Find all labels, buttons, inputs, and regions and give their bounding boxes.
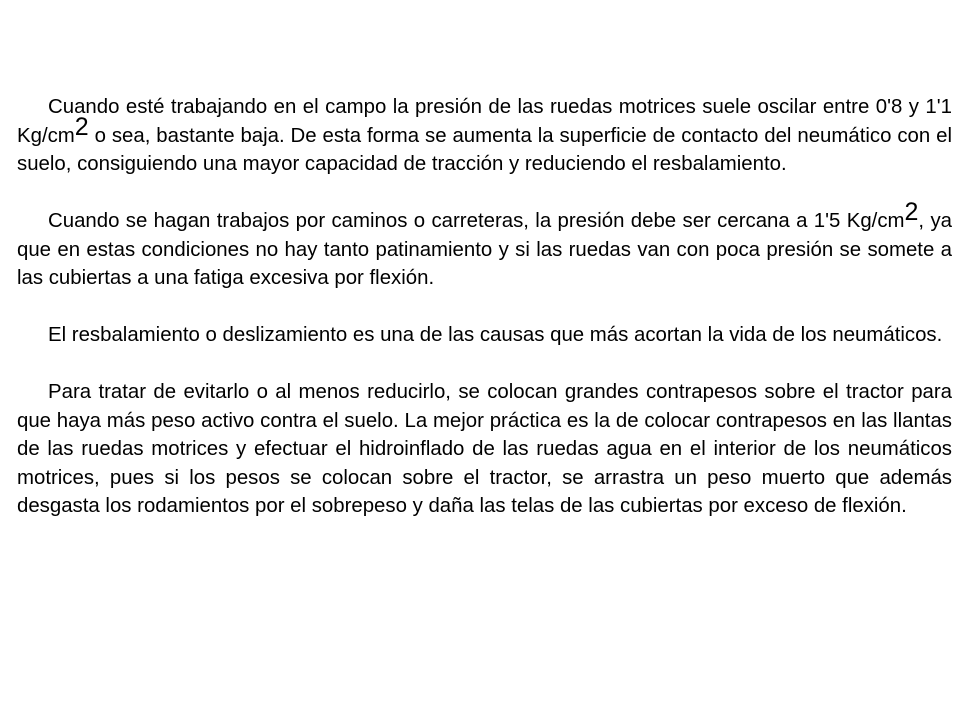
paragraph-text: El resbalamiento o deslizamiento es una de las causas que más acortan la vida de los neumáticos. [48, 324, 943, 346]
document-body [17, 93, 952, 521]
paragraph-field-pressure [17, 93, 952, 179]
paragraph-text: Cuando se hagan trabajos por caminos o carreteras, la presión debe ser cercana a 1'5 Kg/cm [48, 210, 905, 232]
paragraph-counterweights [17, 378, 952, 521]
paragraph-text: Cuando esté trabajando en el campo la presión de las ruedas motrices suele oscilar entre 0'8 y 1'1 Kg/cm [17, 96, 952, 147]
superscript-exponent: 2 [74, 112, 89, 141]
paragraph-slippage [17, 321, 952, 350]
paragraph-text: Para tratar de evitarlo o al menos reducirlo, se colocan grandes contrapesos sobre el tractor para que haya más peso activo contra el suelo. La mejor práctica es la de colocar contrapesos en las llantas de las ruedas motrices y efectuar el hidroinflado de las ruedas agua en el interior de los neumáticos motrices, pues si los pesos se colocan sobre el tractor, se arrastra un peso muerto que además desgasta los rodamientos por el sobrepeso y daña las telas de las cubiertas por exceso de flexión. [17, 381, 952, 517]
paragraph-road-pressure [17, 198, 952, 293]
superscript-exponent: 2 [904, 198, 919, 226]
paragraph-text: o sea, bastante baja. De esta forma se aumenta la superficie de contacto del neumático con el suelo, consiguiendo una mayor capacidad de tracción y reduciendo el resbalamiento. [17, 124, 952, 175]
paragraph-text: , ya que en estas condiciones no hay tanto patinamiento y si las ruedas van con poca presión se somete a las cubiertas a una fatiga excesiva por flexión. [17, 210, 952, 289]
